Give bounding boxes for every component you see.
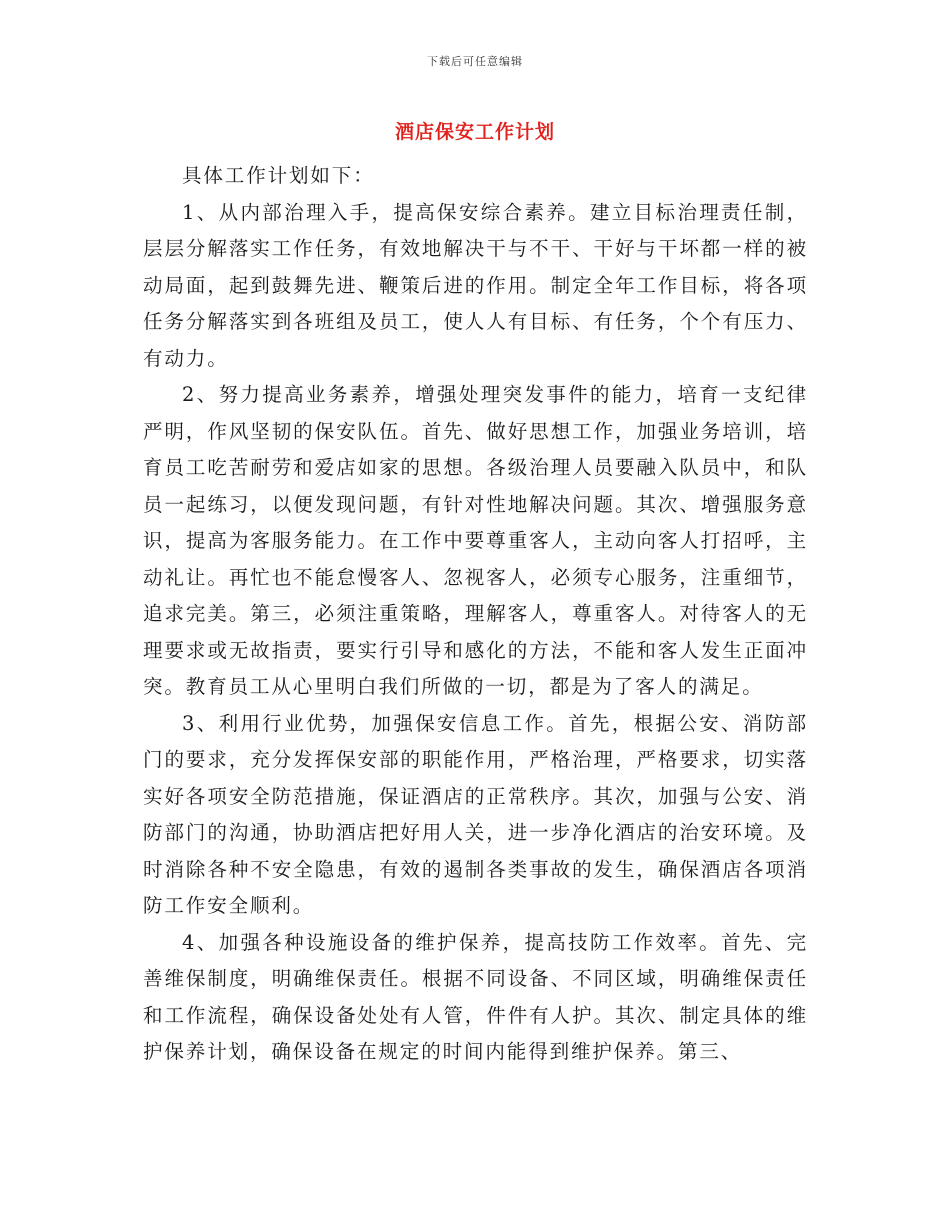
- document-title: 酒店保安工作计划: [394, 121, 555, 143]
- page-header-note: 下载后可任意编辑: [427, 55, 523, 68]
- paragraph-3: 3、利用行业优势，加强保安信息工作。首先，根据公安、消防部门的要求，充分发挥保安部的职能作用，严格治理，严格要求，切实落实好各项安全防范措施，保证酒店的正常秩序。其次，加强与公安、消防部门的沟通，协助酒店把好用人关，进一步净化酒店的治安环境。及时消除各种不安全隐患，有效的遏制各类事故的发生，确保酒店各项消防工作安全顺利。: [143, 711, 808, 917]
- paragraph-4: 4、加强各种设施设备的维护保养，提高技防工作效率。首先、完善维保制度，明确维保责任。根据不同设备、不同区域，明确维保责任和工作流程，确保设备处处有人管，件件有人护。其次、制定具体的维护保养计划，确保设备在规定的时间内能得到维护保养。第三、: [143, 930, 808, 1063]
- intro-paragraph: 具体工作计划如下：: [182, 164, 375, 187]
- paragraph-2: 2、努力提高业务素养，增强处理突发事件的能力，培育一支纪律严明，作风坚韧的保安队伍。首先、做好思想工作，加强业务培训，培育员工吃苦耐劳和爱店如家的思想。各级治理人员要融入队员中，和队员一起练习，以便发现问题，有针对性地解决问题。其次、增强服务意识，提高为客服务能力。在工作中要尊重客人，主动向客人打招呼，主动礼让。再忙也不能怠慢客人、忽视客人，必须专心服务，注重细节，追求完美。第三，必须注重策略，理解客人，尊重客人。对待客人的无理要求或无故指责，要实行引导和感化的方法，不能和客人发生正面冲突。教育员工从心里明白我们所做的一切，都是为了客人的满足。: [143, 383, 808, 698]
- document-body: [143, 158, 808, 1071]
- paragraph-1: 1、从内部治理入手，提高保安综合素养。建立目标治理责任制，层层分解落实工作任务，有效地解决干与不干、干好与干坏都一样的被动局面，起到鼓舞先进、鞭策后进的作用。制定全年工作目标，将各项任务分解落实到各班组及员工，使人人有目标、有任务，个个有压力、有动力。: [143, 200, 808, 370]
